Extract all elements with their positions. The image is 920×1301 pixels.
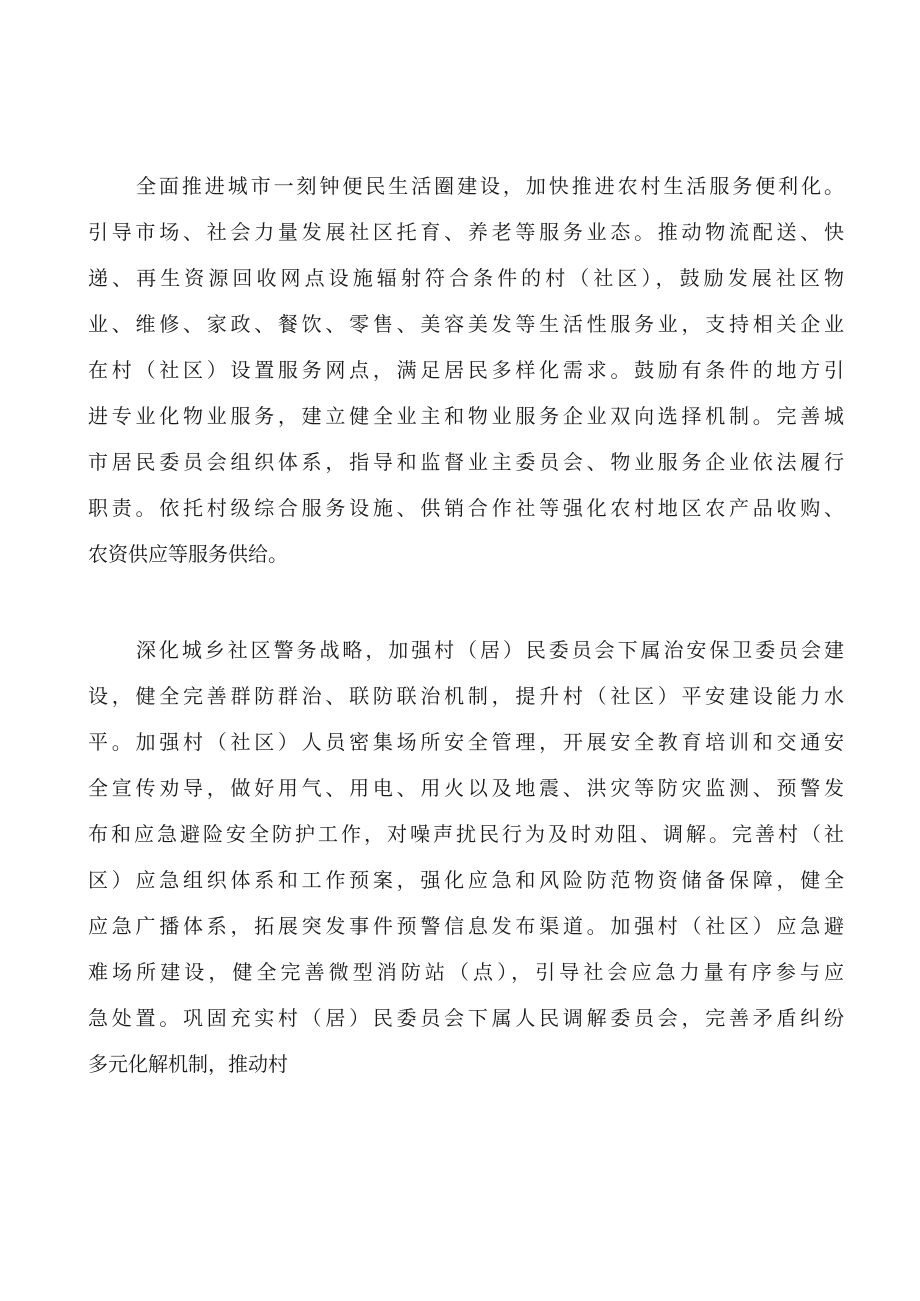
paragraph-line: 布和应急避险安全防护工作，对噪声扰民行为及时劝阻、调解。完善村（社 <box>88 822 844 846</box>
paragraph-line: 引导市场、社会力量发展社区托育、养老等服务业态。推动物流配送、快 <box>88 220 844 244</box>
paragraph-line: 应急广播体系，拓展突发事件预警信息发布渠道。加强村（社区）应急避 <box>88 914 844 938</box>
paragraph-line: 业、维修、家政、餐饮、零售、美容美发等生活性服务业，支持相关企业 <box>88 312 844 336</box>
paragraph-line: 区）应急组织体系和工作预案，强化应急和风险防范物资储备保障，健全 <box>88 868 844 892</box>
paragraph-line: 职责。依托村级综合服务设施、供销合作社等强化农村地区农产品收购、 <box>88 496 844 520</box>
paragraph-line: 平。加强村（社区）人员密集场所安全管理，开展安全教育培训和交通安 <box>88 730 844 754</box>
paragraph-line: 农资供应等服务供给。 <box>88 542 288 566</box>
paragraph-line: 急处置。巩固充实村（居）民委员会下属人民调解委员会，完善矛盾纠纷 <box>88 1006 844 1030</box>
paragraph-line: 递、再生资源回收网点设施辐射符合条件的村（社区），鼓励发展社区物 <box>88 266 844 290</box>
paragraph-community-policing <box>88 627 844 1087</box>
paragraph-line: 市居民委员会组织体系，指导和监督业主委员会、物业服务企业依法履行 <box>88 450 844 474</box>
paragraph-line: 深化城乡社区警务战略，加强村（居）民委员会下属治安保卫委员会建 <box>136 638 844 662</box>
paragraph-line: 在村（社区）设置服务网点，满足居民多样化需求。鼓励有条件的地方引 <box>88 358 844 382</box>
paragraph-line: 全宣传劝导，做好用气、用电、用火以及地震、洪灾等防灾监测、预警发 <box>88 776 844 800</box>
paragraph-community-services <box>88 163 844 577</box>
paragraph-line: 多元化解机制，推动村 <box>88 1052 288 1076</box>
paragraph-line: 进专业化物业服务，建立健全业主和物业服务企业双向选择机制。完善城 <box>88 404 844 428</box>
paragraph-line: 全面推进城市一刻钟便民生活圈建设，加快推进农村生活服务便利化。 <box>136 174 844 198</box>
paragraph-line: 设，健全完善群防群治、联防联治机制，提升村（社区）平安建设能力水 <box>88 684 844 708</box>
paragraph-line: 难场所建设，健全完善微型消防站（点），引导社会应急力量有序参与应 <box>88 960 844 984</box>
